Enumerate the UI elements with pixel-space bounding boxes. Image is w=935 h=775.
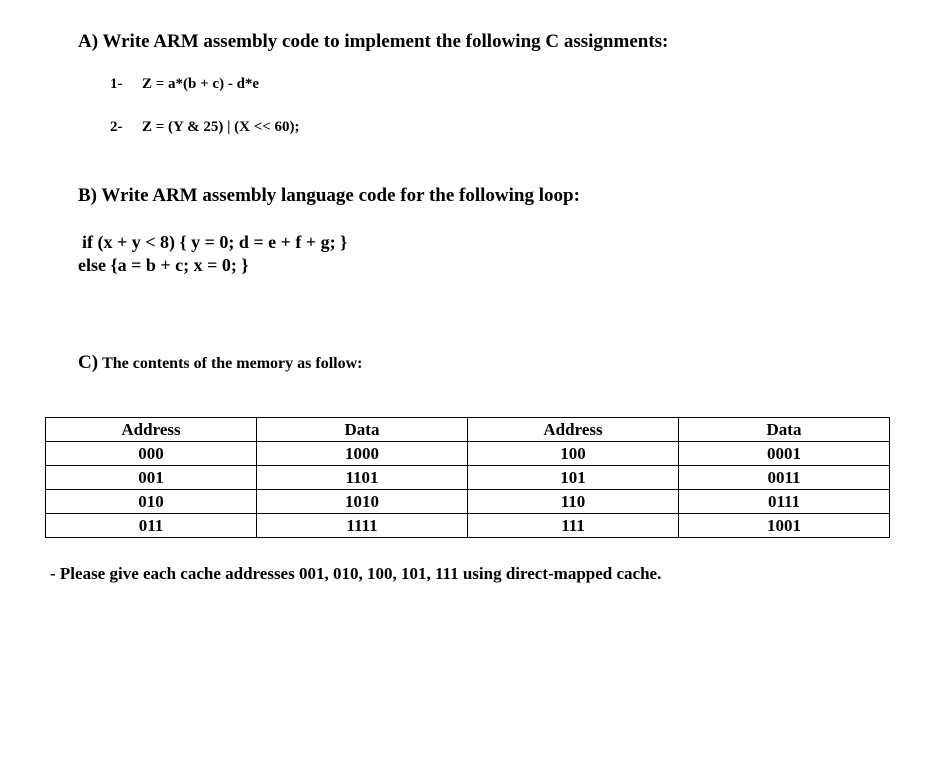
table-cell: 0011 bbox=[679, 466, 890, 490]
table-cell: 1010 bbox=[257, 490, 468, 514]
table-header-row bbox=[46, 418, 890, 442]
table-cell: 000 bbox=[46, 442, 257, 466]
table-cell: 110 bbox=[468, 490, 679, 514]
memory-table bbox=[45, 417, 890, 538]
table-cell: 010 bbox=[46, 490, 257, 514]
assignment-2-number: 2- bbox=[110, 119, 123, 135]
loop-code-line-2: else {a = b + c; x = 0; } bbox=[78, 255, 249, 275]
table-row bbox=[46, 490, 890, 514]
table-cell: 1101 bbox=[257, 466, 468, 490]
header-data-1: Data bbox=[257, 418, 468, 442]
table-cell: 1111 bbox=[257, 514, 468, 538]
table-row bbox=[46, 514, 890, 538]
section-c-heading bbox=[78, 352, 362, 374]
assignment-1 bbox=[110, 76, 259, 93]
table-cell: 1001 bbox=[679, 514, 890, 538]
header-address-1: Address bbox=[46, 418, 257, 442]
table-cell: 001 bbox=[46, 466, 257, 490]
table-row bbox=[46, 442, 890, 466]
cache-question-note: - Please give each cache addresses 001, 010, 100, 101, 111 using direct-mapped cache. bbox=[50, 564, 662, 583]
table-row bbox=[46, 466, 890, 490]
section-b-heading: B) Write ARM assembly language code for the following loop: bbox=[78, 185, 580, 206]
table-cell: 011 bbox=[46, 514, 257, 538]
assignment-1-number: 1- bbox=[110, 76, 123, 92]
assignment-2-text: Z = (Y & 25) | (X << 60); bbox=[142, 119, 300, 135]
header-data-2: Data bbox=[679, 418, 890, 442]
table-cell: 100 bbox=[468, 442, 679, 466]
loop-code-line-1: if (x + y < 8) { y = 0; d = e + f + g; } bbox=[82, 232, 348, 252]
table-cell: 0001 bbox=[679, 442, 890, 466]
assignment-1-text: Z = a*(b + c) - d*e bbox=[142, 76, 260, 92]
section-c-letter: C) bbox=[78, 352, 99, 373]
section-c-heading-text: The contents of the memory as follow: bbox=[102, 355, 363, 372]
table-cell: 111 bbox=[468, 514, 679, 538]
table-cell: 1000 bbox=[257, 442, 468, 466]
assignment-2 bbox=[110, 119, 300, 136]
header-address-2: Address bbox=[468, 418, 679, 442]
table-cell: 0111 bbox=[679, 490, 890, 514]
section-a-heading: A) Write ARM assembly code to implement the following C assignments: bbox=[78, 31, 669, 52]
table-cell: 101 bbox=[468, 466, 679, 490]
